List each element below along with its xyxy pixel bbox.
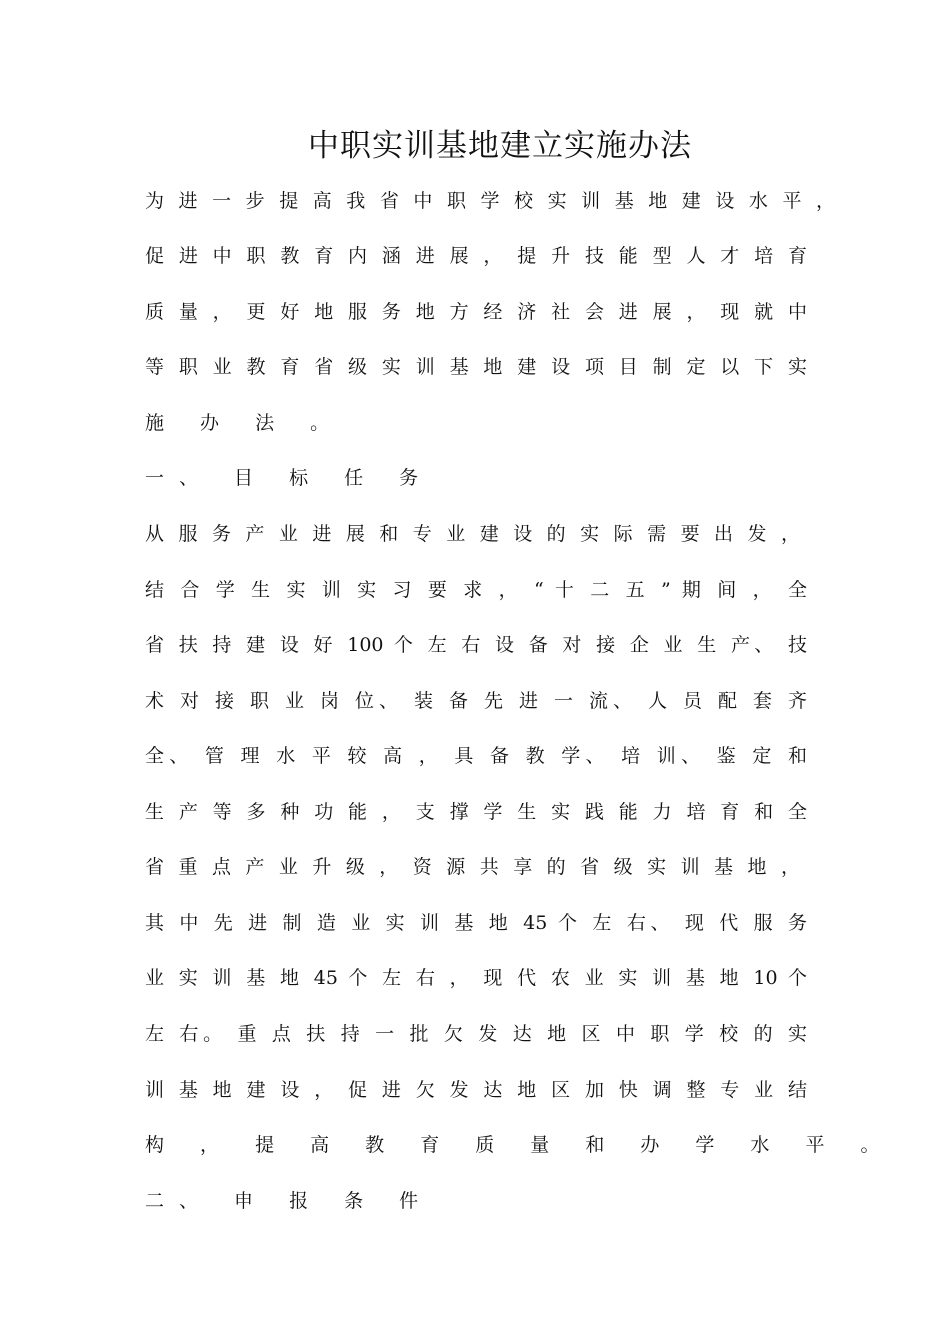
document-title: 中职实训基地建立实施办法 [308, 128, 692, 164]
section-heading-2: 二、 申 报 条 件 [145, 1190, 434, 1212]
body-line-12: 省 重 点 产 业 升 级 ， 资 源 共 享 的 省 级 实 训 基 地 ， [145, 856, 800, 878]
body-line-14: 业 实 训 基 地 45 个 左 右 ， 现 代 农 业 实 训 基 地 10 个 [145, 967, 807, 989]
body-line-15: 左 右。 重 点 扶 持 一 批 欠 发 达 地 区 中 职 学 校 的 实 [145, 1023, 807, 1045]
body-line-13: 其 中 先 进 制 造 业 实 训 基 地 45 个 左 右、 现 代 服 务 [145, 912, 807, 934]
body-line-17: 构 ， 提 高 教 育 质 量 和 办 学 水 平 。 [145, 1134, 895, 1156]
body-line-5: 施 办 法 。 [145, 412, 345, 434]
body-line-6: 从 服 务 产 业 进 展 和 专 业 建 设 的 实 际 需 要 出 发 ， [145, 523, 800, 545]
body-line-16: 训 基 地 建 设 ， 促 进 欠 发 达 地 区 加 快 调 整 专 业 结 [145, 1079, 807, 1101]
body-line-2: 促 进 中 职 教 育 内 涵 进 展 ， 提 升 技 能 型 人 才 培 育 [145, 245, 807, 267]
body-line-8: 省 扶 持 建 设 好 100 个 左 右 设 备 对 接 企 业 生 产、 技 [145, 634, 807, 656]
section-heading-1: 一、 目 标 任 务 [145, 467, 434, 489]
body-line-7: 结 合 学 生 实 训 实 习 要 求 ， “ 十 二 五 ” 期 间 ， 全 [145, 579, 807, 601]
body-line-3: 质 量 ， 更 好 地 服 务 地 方 经 济 社 会 进 展 ， 现 就 中 [145, 301, 807, 323]
body-line-9: 术 对 接 职 业 岗 位、 装 备 先 进 一 流、 人 员 配 套 齐 [145, 690, 807, 712]
body-line-4: 等 职 业 教 育 省 级 实 训 基 地 建 设 项 目 制 定 以 下 实 [145, 356, 807, 378]
body-line-11: 生 产 等 多 种 功 能 ， 支 撑 学 生 实 践 能 力 培 育 和 全 [145, 801, 807, 823]
body-line-10: 全、 管 理 水 平 较 高 ， 具 备 教 学、 培 训、 鉴 定 和 [145, 745, 807, 767]
body-line-1: 为 进 一 步 提 高 我 省 中 职 学 校 实 训 基 地 建 设 水 平 ， [145, 190, 835, 212]
